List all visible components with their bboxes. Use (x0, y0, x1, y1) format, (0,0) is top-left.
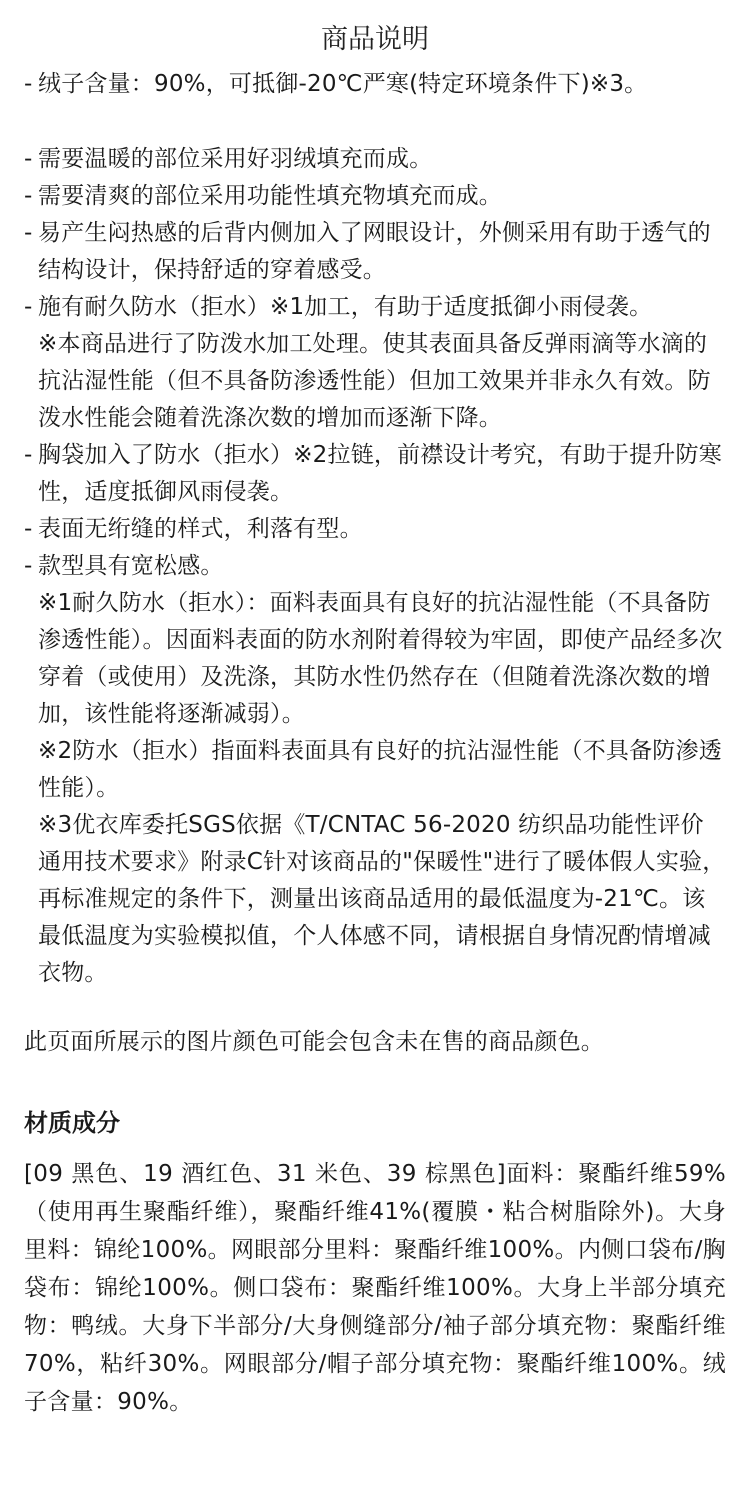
bullet-item: - 表面无绗缝的样式，利落有型。 (24, 511, 726, 548)
materials-heading: 材质成分 (24, 1109, 120, 1137)
bullet-item: - 易产生闷热感的后背内侧加入了网眼设计，外侧采用有助于透气的结构设计，保持舒适的穿着感受。 (24, 215, 726, 289)
dash-icon: - (24, 220, 33, 246)
dash-icon: - (24, 442, 33, 468)
dash-icon: - (24, 516, 33, 542)
dash-icon: - (24, 294, 33, 320)
bullet-item: - 需要温暖的部位采用好羽绒填充而成。 (24, 141, 726, 178)
spacer (24, 1061, 726, 1105)
bullet-item: - 需要清爽的部位采用功能性填充物填充而成。 (24, 178, 726, 215)
color-disclaimer: 此页面所展示的图片颜色可能会包含未在售的商品颜色。 (24, 1029, 604, 1055)
bullet-list-intro (24, 66, 726, 103)
footnote-1: ※1耐久防水（拒水）：面料表面具有良好的抗沾湿性能（不具备防渗透性能）。因面料表面的防水剂附着得较为牢固，即使产品经多次穿着（或使用）及洗涤，其防水性仍然存在（但随着洗涤次数的增加，该性能将逐渐减弱）。 (38, 590, 723, 727)
page-title: 商品说明 (321, 24, 429, 55)
spacer (24, 992, 726, 1024)
materials-text: [09 黑色、19 酒红色、31 米色、39 棕黑色]面料：聚酯纤维59%（使用再生聚酯纤维），聚酯纤维41%(覆膜・粘合树脂除外)。大身里料：锦纶100%。网眼部分里料：聚酯纤维100%。内侧口袋布/胸袋布：锦纶100%。侧口袋布：聚酯纤维100%。大身上半部分填充物：鸭绒。大身下半部分/大身侧缝部分/袖子部分填充物：聚酯纤维70%，粘纤30%。网眼部分/帽子部分填充物：聚酯纤维100%。绒子含量：90%。 (24, 1161, 726, 1415)
footnote-2: ※2防水（拒水）指面料表面具有良好的抗沾湿性能（不具备防渗透性能）。 (38, 738, 722, 801)
dash-icon: - (24, 553, 33, 579)
bullet-item: - 施有耐久防水（拒水）※1加工，有助于适度抵御小雨侵袭。 (24, 289, 726, 326)
bullet-item: - 胸袋加入了防水（拒水）※2拉链，前襟设计考究，有助于提升防寒性，适度抵御风雨侵袭。 (24, 437, 726, 511)
bullet-list-features (24, 141, 726, 992)
dash-icon: - (24, 183, 33, 209)
dash-icon: - (24, 71, 33, 97)
spacer (24, 103, 726, 141)
bullet-item: - 绒子含量：90%，可抵御-20℃严寒(特定环境条件下)※3。 (24, 66, 726, 103)
bullet-item: - 款型具有宽松感。 (24, 548, 726, 585)
footnote-3: ※3优衣库委托SGS依据《T/CNTAC 56-2020 纺织品功能性评价通用技术要求》附录C针对该商品的"保暖性"进行了暖体假人实验，再标准规定的条件下，测量出该商品适用的最低温度为-21℃。该最低温度为实验模拟值，个人体感不同，请根据自身情况酌情增减衣物。 (38, 812, 726, 986)
dash-icon: - (24, 146, 33, 172)
water-repellent-note: ※本商品进行了防泼水加工处理。使其表面具备反弹雨滴等水滴的抗沾湿性能（但不具备防渗透性能）但加工效果并非永久有效。防泼水性能会随着洗涤次数的增加而逐渐下降。 (38, 331, 711, 431)
